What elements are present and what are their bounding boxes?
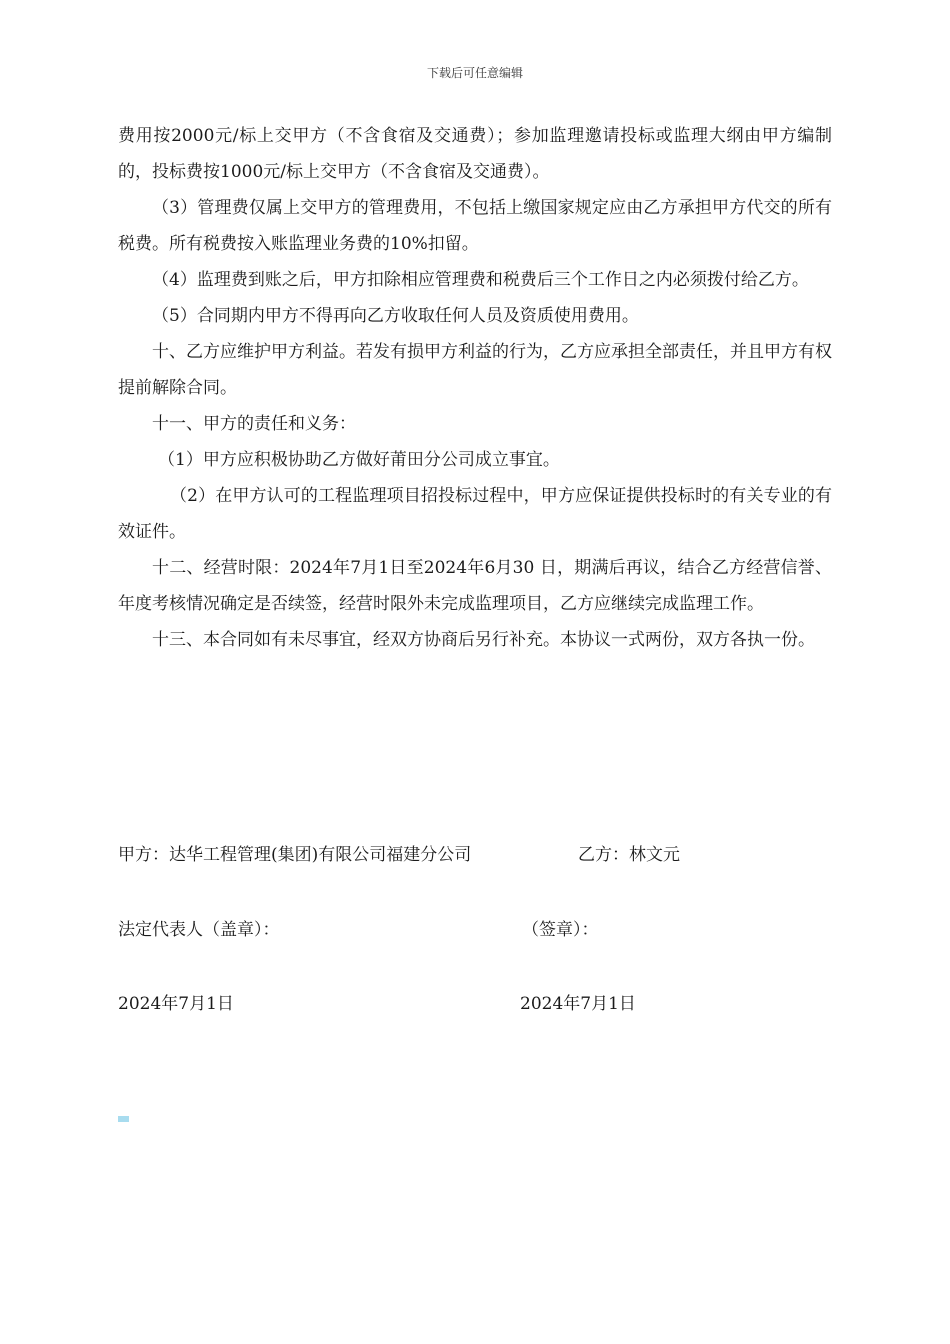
page-header: 下载后可任意编辑 <box>426 66 523 80</box>
paragraph-clause-4: （4）监理费到账之后，甲方扣除相应管理费和税费后三个工作日之内必须拨付给乙方。 <box>152 270 809 290</box>
paragraph-clause-5: （5）合同期内甲方不得再向乙方收取任何人员及资质使用费用。 <box>152 306 639 326</box>
decorative-mark <box>118 1116 129 1122</box>
party-a-date: 2024年7月1日 <box>118 994 234 1014</box>
party-a-name: 甲方：达华工程管理(集团)有限公司福建分公司 <box>118 845 472 865</box>
paragraph-clause-3: （3）管理费仅属上交甲方的管理费用，不包括上缴国家规定应由乙方承担甲方代交的所有税费。所有税费按入账监理业务费的10%扣留。 <box>118 198 832 254</box>
paragraph-fee-continued: 费用按2000元/标上交甲方（不含食宿及交通费）；参加监理邀请投标或监理大纲由甲方编制的，投标费按1000元/标上交甲方（不含食宿及交通费）。 <box>118 126 832 182</box>
paragraph-article-13: 十三、本合同如有未尽事宜，经双方协商后另行补充。本协议一式两份，双方各执一份。 <box>152 630 815 650</box>
paragraph-article-12: 十二、经营时限：2024年7月1日至2024年6月30 日，期满后再议，结合乙方经营信誉、年度考核情况确定是否续签，经营时限外未完成监理项目，乙方应继续完成监理工作。 <box>118 558 832 614</box>
paragraph-article-11: 十一、甲方的责任和义务： <box>152 414 356 434</box>
paragraph-article-10: 十、乙方应维护甲方利益。若发有损甲方利益的行为，乙方应承担全部责任，并且甲方有权提前解除合同。 <box>118 342 832 398</box>
party-b-date: 2024年7月1日 <box>520 994 636 1014</box>
contract-body <box>118 118 832 658</box>
paragraph-article-11-item-1: （1）甲方应积极协助乙方做好莆田分公司成立事宜。 <box>158 450 560 470</box>
paragraph-article-11-item-2: （2）在甲方认可的工程监理项目招投标过程中，甲方应保证提供投标时的有关专业的有效证件。 <box>118 486 832 542</box>
party-b-name: 乙方：林文元 <box>578 845 680 865</box>
party-a-representative: 法定代表人（盖章）： <box>118 920 280 940</box>
party-b-signature: （签章）： <box>522 920 599 940</box>
